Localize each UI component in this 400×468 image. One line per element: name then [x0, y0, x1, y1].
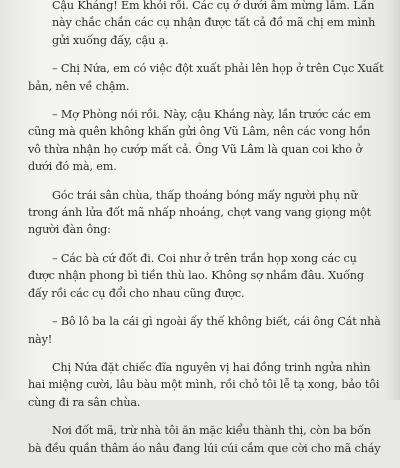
page-edge-shadow: [386, 0, 400, 400]
paragraph: Góc trái sân chùa, thấp thoáng bóng mấy người phụ nữ trong ánh lửa đốt mã nhấp nhoáng, chợt vang vang giọng một người đàn ông:: [28, 188, 371, 237]
paragraph: Chị Nứa đặt chiếc đĩa nguyên vị hai đồng trinh ngửa nhìn hai miệng cười, lâu bàu một mình, rồi chỏ tôi lễ tạ xong, bảo tôi cùng đi ra sân chùa.: [28, 360, 380, 409]
paragraph: – Mợ Phòng nói rồi. Này, cậu Kháng này, lần trước các em cũng mà quên không khấn gửi ông Vũ Lâm, nên các vong hồn vô thừa nhận họ cướp mất cả. Ông Vũ Lâm là quan coi kho ở dưới đó mà, em.: [28, 108, 371, 174]
paragraph: – Các bà cứ đốt đi. Coi như ở trên trần họp xong các cụ được nhận phong bì tiền thù lao. Không sợ nhầm đâu. Xuống đấy rồi các cụ đổi cho nhau cũng được.: [28, 251, 364, 300]
paragraph: Cậu Kháng! Em khỏi rồi. Các cụ ở dưới âm mừng lắm. Lần này chắc chắn các cụ nhận được tất cả đồ mã chị em mình gửi xuống đấy, cậu ạ.: [52, 0, 376, 47]
paragraph: – Chị Nứa, em có việc đột xuất phải lên họp ở trên Cục Xuất bản, nên về chậm.: [28, 62, 384, 93]
paragraph: Nơi đốt mã, trừ nhà tôi ăn mặc kiểu thành thị, còn ba bốn bà đều quần thâm áo nâu đang lúi cúi cắm que cời cho mã cháy: [28, 424, 381, 455]
page-text: [28, 0, 386, 468]
paragraph: – Bô lô ba la cái gì ngoài ấy thế không biết, cái ông Cát nhà này!: [28, 315, 381, 346]
